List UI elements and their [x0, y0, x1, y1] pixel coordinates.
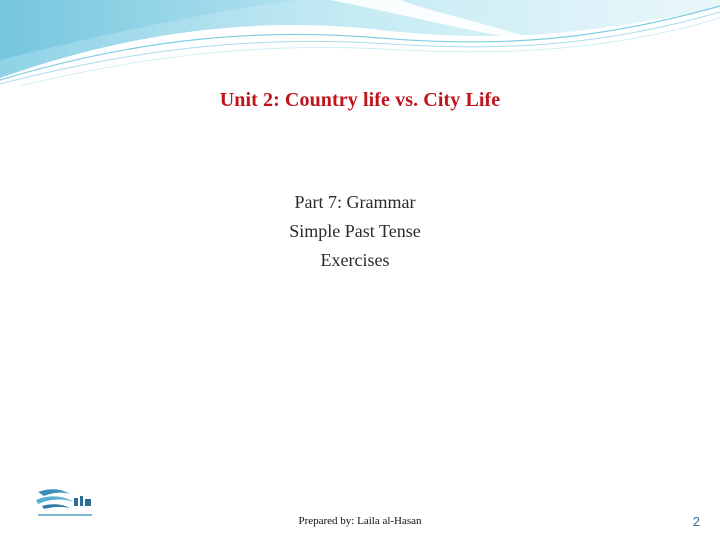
university-logo-icon	[34, 486, 96, 522]
subtitle-line: Exercises	[320, 250, 390, 270]
subtitle-block	[0, 188, 710, 275]
header-wave-decoration	[0, 0, 720, 90]
subtitle-line: Part 7: Grammar	[294, 192, 416, 212]
slide-title: Unit 2: Country life vs. City Life	[219, 89, 501, 111]
subtitle-line: Simple Past Tense	[289, 221, 421, 241]
footer-credit: Prepared by: Laila al-Hasan	[298, 515, 422, 527]
page-number: 2	[692, 514, 700, 529]
